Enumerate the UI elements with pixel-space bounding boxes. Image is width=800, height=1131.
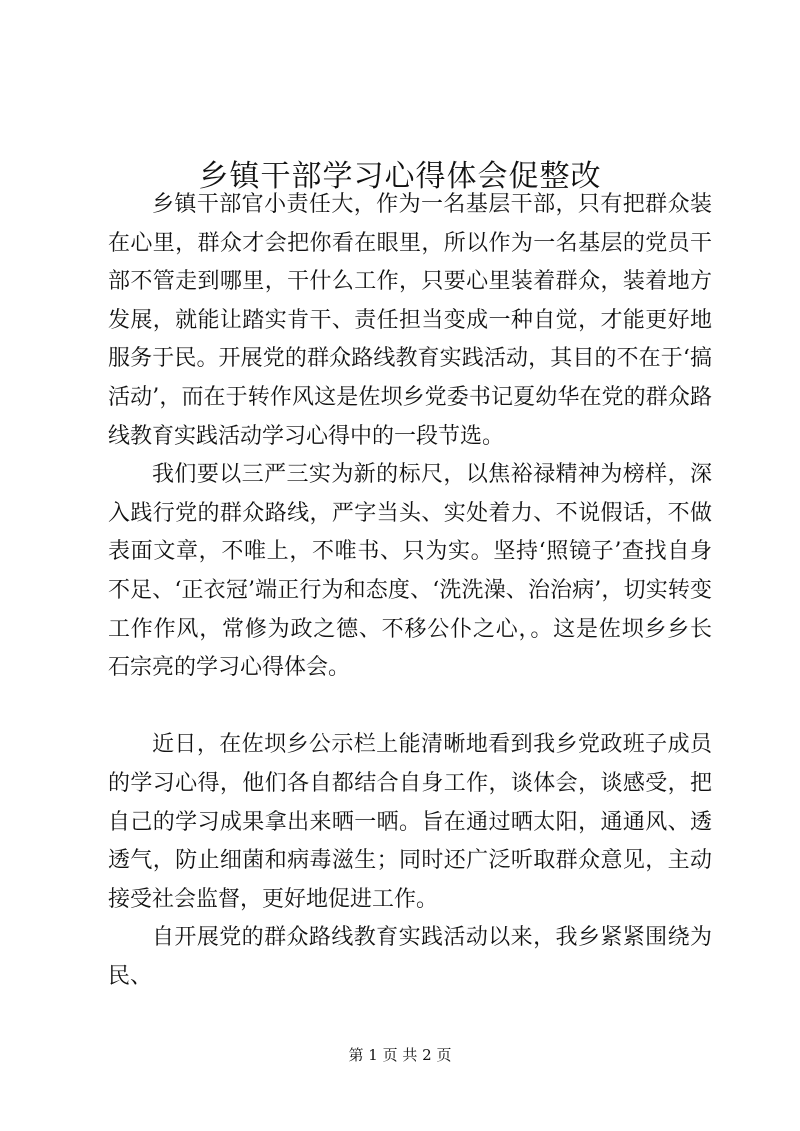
paragraph-1: 乡镇干部官小责任大，作为一名基层干部，只有把群众装在心里，群众才会把你看在眼里，所以作为一名基层的党员干部不管走到哪里，干什么工作，只要心里装着群众，装着地方发展，就能让踏实肯干、责任担当变成一种自觉，才能更好地服务于民。开展党的群众路线教育实践活动，其目的不在于‘搞活动’，而在于转作风这是佐坝乡党委书记夏幼华在党的群众路线教育实践活动学习心得中的一段节选。 [108,192,712,449]
document-title: 乡镇干部学习心得体会促整改 [198,159,602,195]
page-footer: 第 1 页 共 2 页 [348,1046,452,1064]
paragraph-2: 我们要以三严三实为新的标尺，以焦裕禄精神为榜样，深入践行党的群众路线，严字当头、实处着力、不说假话，不做表面文章，不唯上，不唯书、只为实。坚持‘照镜子’查找自身不足、‘正衣冠’端正行为和态度、‘洗洗澡、治治病’，切实转变工作作风，常修为政之德、不移公仆之心，。这是佐坝乡乡长石宗亮的学习心得体会。 [108,462,712,681]
paragraph-3: 近日，在佐坝乡公示栏上能清晰地看到我乡党政班子成员的学习心得，他们各自都结合自身工作，谈体会，谈感受，把自己的学习成果拿出来晒一晒。旨在通过晒太阳，通通风、透透气，防止细菌和病毒滋生；同时还广泛听取群众意见，主动接受社会监督，更好地促进工作。 [108,732,712,912]
paragraph-4: 自开展党的群众路线教育实践活动以来，我乡紧紧围绕为民、 [108,925,712,989]
document-body [108,186,712,996]
